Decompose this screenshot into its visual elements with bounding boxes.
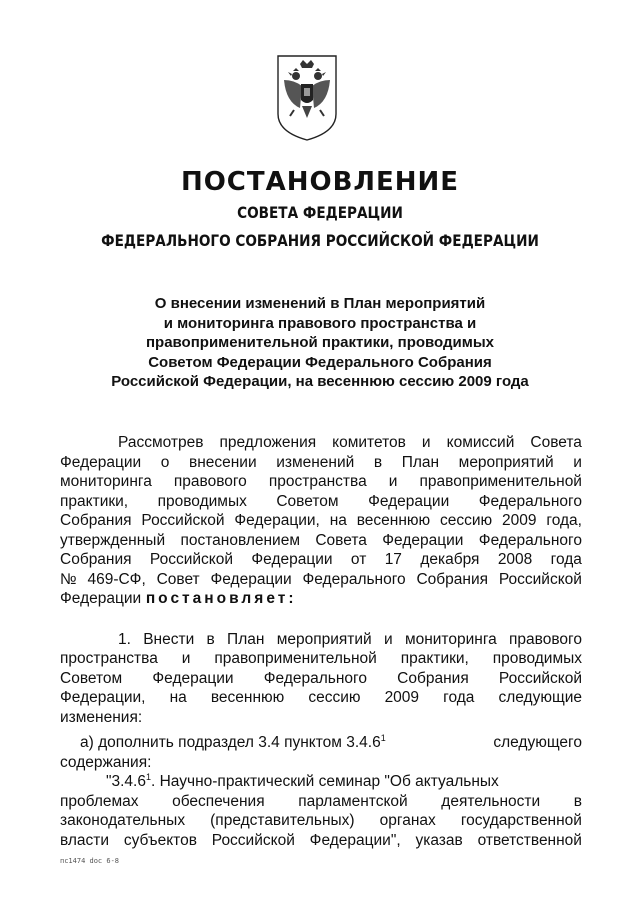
- item-a-text: а) дополнить подраздел 3.4 пунктом 3.4.6: [80, 734, 381, 751]
- word: №: [60, 570, 77, 588]
- word: на: [169, 689, 187, 706]
- body-line: [60, 792, 582, 812]
- coat-of-arms-emblem: [274, 52, 340, 144]
- word: следующие: [498, 689, 582, 706]
- word: Российской: [149, 551, 233, 568]
- body-line: [60, 433, 582, 453]
- word: правового: [509, 630, 582, 648]
- word: мониторинга: [404, 630, 497, 648]
- word: Федерации: [152, 669, 234, 687]
- word: (представительных): [210, 812, 355, 829]
- word: Внести: [143, 630, 195, 648]
- word: Федерального: [478, 531, 582, 549]
- word: Российской: [141, 512, 225, 529]
- word: комиссий: [446, 434, 515, 451]
- word: правоприменительной: [419, 473, 582, 490]
- word: мониторинга: [60, 473, 152, 490]
- body-line: [60, 453, 582, 473]
- word: Совет: [156, 570, 200, 588]
- word: предложения: [219, 434, 317, 451]
- word: Советом: [60, 669, 123, 687]
- word: проблемах: [60, 792, 139, 810]
- superscript: 1: [145, 771, 151, 782]
- word: пространства: [60, 650, 158, 667]
- word: утвержденный: [60, 531, 166, 549]
- word: 2009: [502, 512, 537, 529]
- word: весеннюю: [356, 512, 431, 529]
- body-line: [60, 753, 582, 773]
- document-body: [60, 433, 582, 850]
- title-line: правоприменительной практики, проводимых: [145, 334, 495, 352]
- word: сессию: [308, 689, 361, 706]
- word: 469-СФ,: [87, 570, 146, 588]
- word: и: [383, 630, 393, 648]
- body-line: [60, 649, 582, 669]
- word: и: [573, 453, 582, 471]
- body-line: [60, 831, 582, 851]
- word: План: [227, 630, 265, 648]
- word: указав: [415, 831, 463, 849]
- word: 17: [384, 551, 402, 568]
- word: и: [421, 434, 431, 451]
- word: и: [181, 650, 191, 667]
- word: Российской: [498, 669, 582, 687]
- word: в: [206, 630, 215, 648]
- word: правового: [173, 473, 247, 490]
- word: от: [350, 551, 367, 568]
- word: Федерального: [302, 570, 406, 588]
- word: проводимых: [492, 650, 582, 667]
- word: Федерации",: [309, 831, 401, 849]
- body-line: [60, 531, 582, 551]
- word: изменений: [276, 453, 355, 471]
- body-text: Федерации: [60, 590, 142, 607]
- word: на: [329, 512, 347, 529]
- word: года,: [546, 512, 582, 529]
- word: законодательных: [60, 812, 186, 829]
- quote-rest: . Научно-практический семинар "Об актуальных: [151, 773, 499, 790]
- word: Федерального: [263, 669, 367, 687]
- word: мероприятий: [276, 630, 372, 648]
- word: государственной: [460, 812, 582, 829]
- issuer-line-2: ФЕДЕРАЛЬНОГО СОБРАНИЯ РОССИЙСКОЙ ФЕДЕРАЦИИ: [101, 231, 539, 250]
- body-text: следующего: [493, 734, 582, 751]
- body-line: [60, 630, 582, 650]
- word: декабря: [420, 551, 480, 568]
- word: Федерации,: [234, 512, 320, 529]
- word: в: [573, 792, 582, 810]
- body-line: [60, 811, 582, 831]
- word: Федерации,: [60, 689, 146, 706]
- body-text: содержания:: [60, 753, 152, 771]
- body-line: [60, 492, 582, 512]
- word: 1.: [118, 630, 131, 648]
- body-line: [60, 570, 582, 590]
- word: обеспечения: [172, 792, 265, 810]
- word: План: [401, 453, 440, 471]
- word: Российской: [211, 831, 295, 849]
- title-line: О внесении изменений в План мероприятий: [154, 295, 486, 312]
- word: Российской: [498, 570, 582, 588]
- word: о: [160, 453, 170, 471]
- body-line: [60, 472, 582, 492]
- body-line: [60, 550, 582, 570]
- issuer-line-1: СОВЕТА ФЕДЕРАЦИИ: [237, 203, 403, 222]
- word: Федерации: [210, 570, 292, 588]
- body-line: [60, 511, 582, 531]
- word: Федерального: [478, 492, 582, 510]
- word: Федерации: [60, 453, 142, 471]
- word: года: [550, 551, 582, 568]
- word: власти: [60, 831, 110, 849]
- word: Собрания: [60, 551, 132, 568]
- body-text: изменения:: [60, 708, 143, 726]
- title-line: Российской Федерации, на весеннюю сессию 2009 года: [111, 373, 529, 391]
- word: Федерации: [251, 551, 333, 568]
- word: сессию: [440, 512, 493, 529]
- word: 2008: [497, 551, 533, 568]
- word: Федерации: [382, 531, 464, 549]
- word: деятельности: [441, 792, 541, 810]
- body-text: [80, 733, 386, 753]
- word: комитетов: [332, 434, 406, 451]
- document-type: ПОСТАНОВЛЕНИЕ: [180, 167, 460, 197]
- word: парламентской: [298, 792, 408, 810]
- word: весеннюю: [210, 689, 285, 706]
- word: правоприменительной: [214, 650, 377, 667]
- word: Собрания: [416, 570, 489, 588]
- word: постановлением: [180, 531, 300, 549]
- title-line: и мониторинга правового пространства и: [163, 314, 477, 332]
- word: Советом: [276, 492, 339, 510]
- word: практики,: [400, 650, 469, 667]
- body-line: [60, 733, 582, 753]
- word: и: [388, 473, 398, 490]
- body-line: [60, 669, 582, 689]
- word: Совета: [315, 531, 367, 549]
- word: в: [373, 453, 383, 471]
- file-code: пс1474 doc 6-8: [60, 857, 120, 865]
- word: Совета: [530, 434, 582, 451]
- word: 2009: [384, 689, 420, 706]
- word: органах: [379, 812, 436, 829]
- word: ответственной: [477, 831, 582, 849]
- word: Федерации: [368, 492, 450, 510]
- word: мероприятий: [458, 453, 554, 471]
- document-title: [60, 294, 580, 392]
- resolution-keyword: постановляет:: [145, 590, 297, 607]
- word: Собрания: [60, 512, 132, 529]
- word: пространства: [268, 473, 367, 490]
- word: года: [443, 689, 475, 706]
- word: Рассмотрев: [118, 434, 204, 451]
- body-text: [106, 772, 499, 792]
- word: проводимых: [157, 492, 247, 510]
- body-line: [60, 708, 582, 728]
- word: практики,: [60, 492, 129, 510]
- body-line: [60, 589, 582, 609]
- body-line: [60, 772, 582, 792]
- word: Собрания: [397, 669, 469, 687]
- word: внесении: [188, 453, 257, 471]
- word: субъектов: [123, 831, 197, 849]
- title-line: Советом Федерации Федерального Собрания: [148, 353, 492, 371]
- body-line: [60, 688, 582, 708]
- superscript: 1: [380, 732, 386, 743]
- quote-start: "3.4.6: [106, 773, 146, 790]
